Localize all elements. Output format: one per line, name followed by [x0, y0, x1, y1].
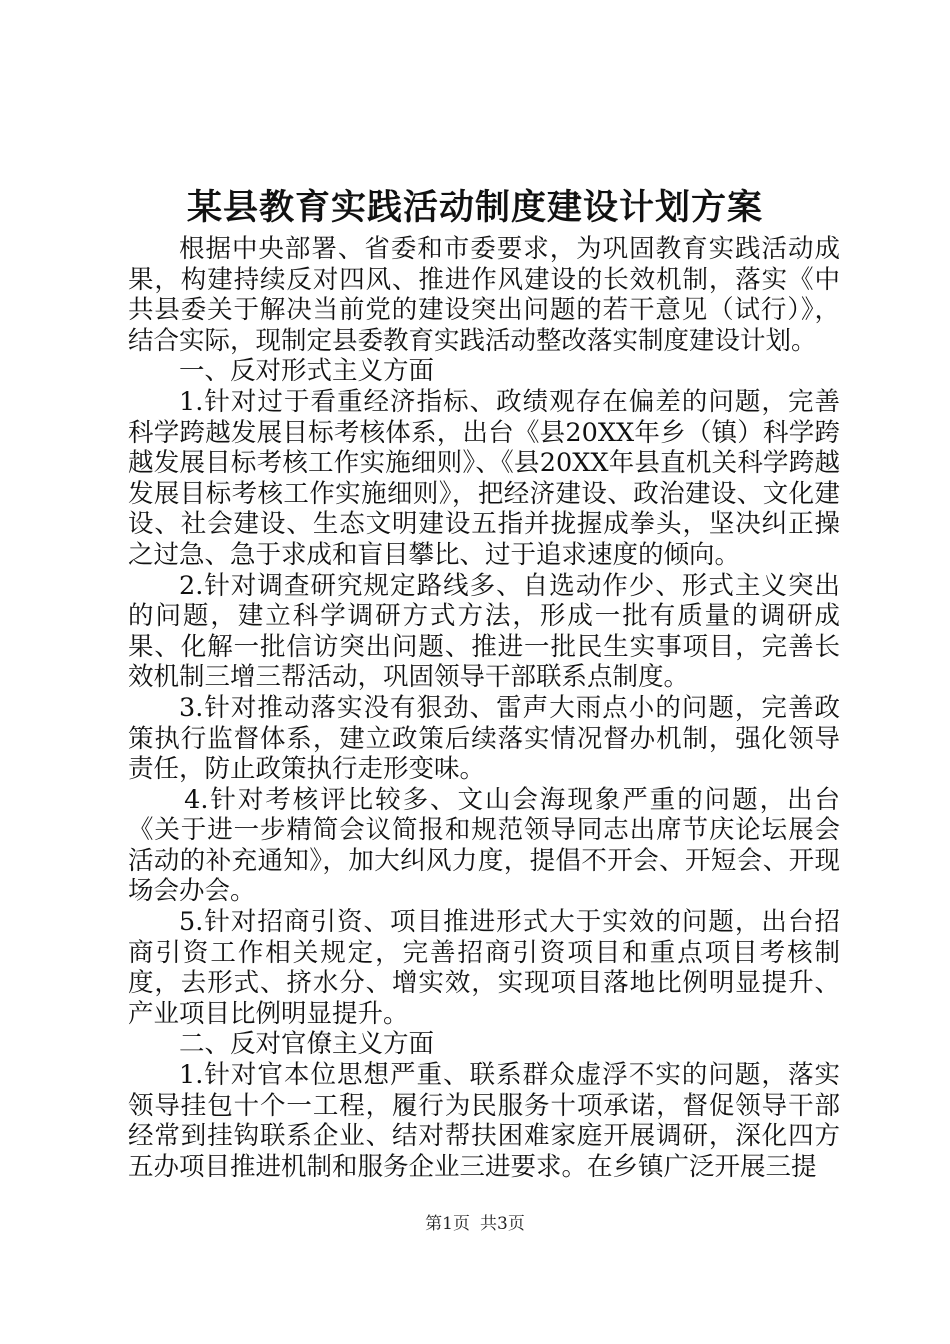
document-title: 某县教育实践活动制度建设计划方案 — [186, 187, 763, 228]
section-heading-1: 一、反对形式主义方面 — [179, 356, 435, 387]
section-1-item-2: 2.针对调查研究规定路线多、自选动作少、形式主义突出的问题，建立科学调研方式方法，形成一批有质量的调研成果、化解一批信访突出问题、推进一批民生实事项目，完善长效机制三增三帮活动，巩固领导干部联系点制度。 — [128, 570, 840, 693]
page-total: 共3页 — [480, 1214, 525, 1234]
document-body — [128, 234, 840, 1182]
section-1-item-5: 5.针对招商引资、项目推进形式大于实效的问题，出台招商引资工作相关规定，完善招商引资项目和重点项目考核制度，去形式、挤水分、增实效，实现项目落地比例明显提升、产业项目比例明显提升。 — [128, 907, 840, 1029]
section-heading-2: 二、反对官僚主义方面 — [179, 1029, 435, 1060]
section-2-item-1: 1.针对官本位思想严重、联系群众虚浮不实的问题，落实领导挂包十个一工程，履行为民服务十项承诺，督促领导干部经常到挂钩联系企业、结对帮扶困难家庭开展调研，深化四方五办项目推进机制和服务企业三进要求。在乡镇广泛开展三提 — [128, 1060, 840, 1182]
section-1-item-1: 1.针对过于看重经济指标、政绩观存在偏差的问题，完善科学跨越发展目标考核体系，出台《县20XX年乡（镇）科学跨越发展目标考核工作实施细则》、《县20XX年县直机关科学跨越发展目标考核工作实施细则》，把经济建设、政治建设、文化建设、社会建设、生态文明建设五指并拢握成拳头，坚决纠正操之过急、急于求成和盲目攀比、过于追求速度的倾向。 — [128, 386, 840, 570]
section-1-item-3: 3.针对推动落实没有狠劲、雷声大雨点小的问题，完善政策执行监督体系，建立政策后续落实情况督办机制，强化领导责任，防止政策执行走形变味。 — [128, 692, 840, 785]
page-number: 第1页 — [425, 1214, 470, 1234]
page-footer — [0, 1213, 950, 1235]
intro-paragraph: 根据中央部署、省委和市委要求，为巩固教育实践活动成果，构建持续反对四风、推进作风建设的长效机制，落实《中共县委关于解决当前党的建设突出问题的若干意见（试行）》，结合实际，现制定县委教育实践活动整改落实制度建设计划。 — [128, 234, 840, 356]
section-1-item-4: 4.针对考核评比较多、文山会海现象严重的问题，出台《关于进一步精简会议简报和规范领导同志出席节庆论坛展会活动的补充通知》，加大纠风力度，提倡不开会、开短会、开现场会办会。 — [128, 784, 840, 907]
